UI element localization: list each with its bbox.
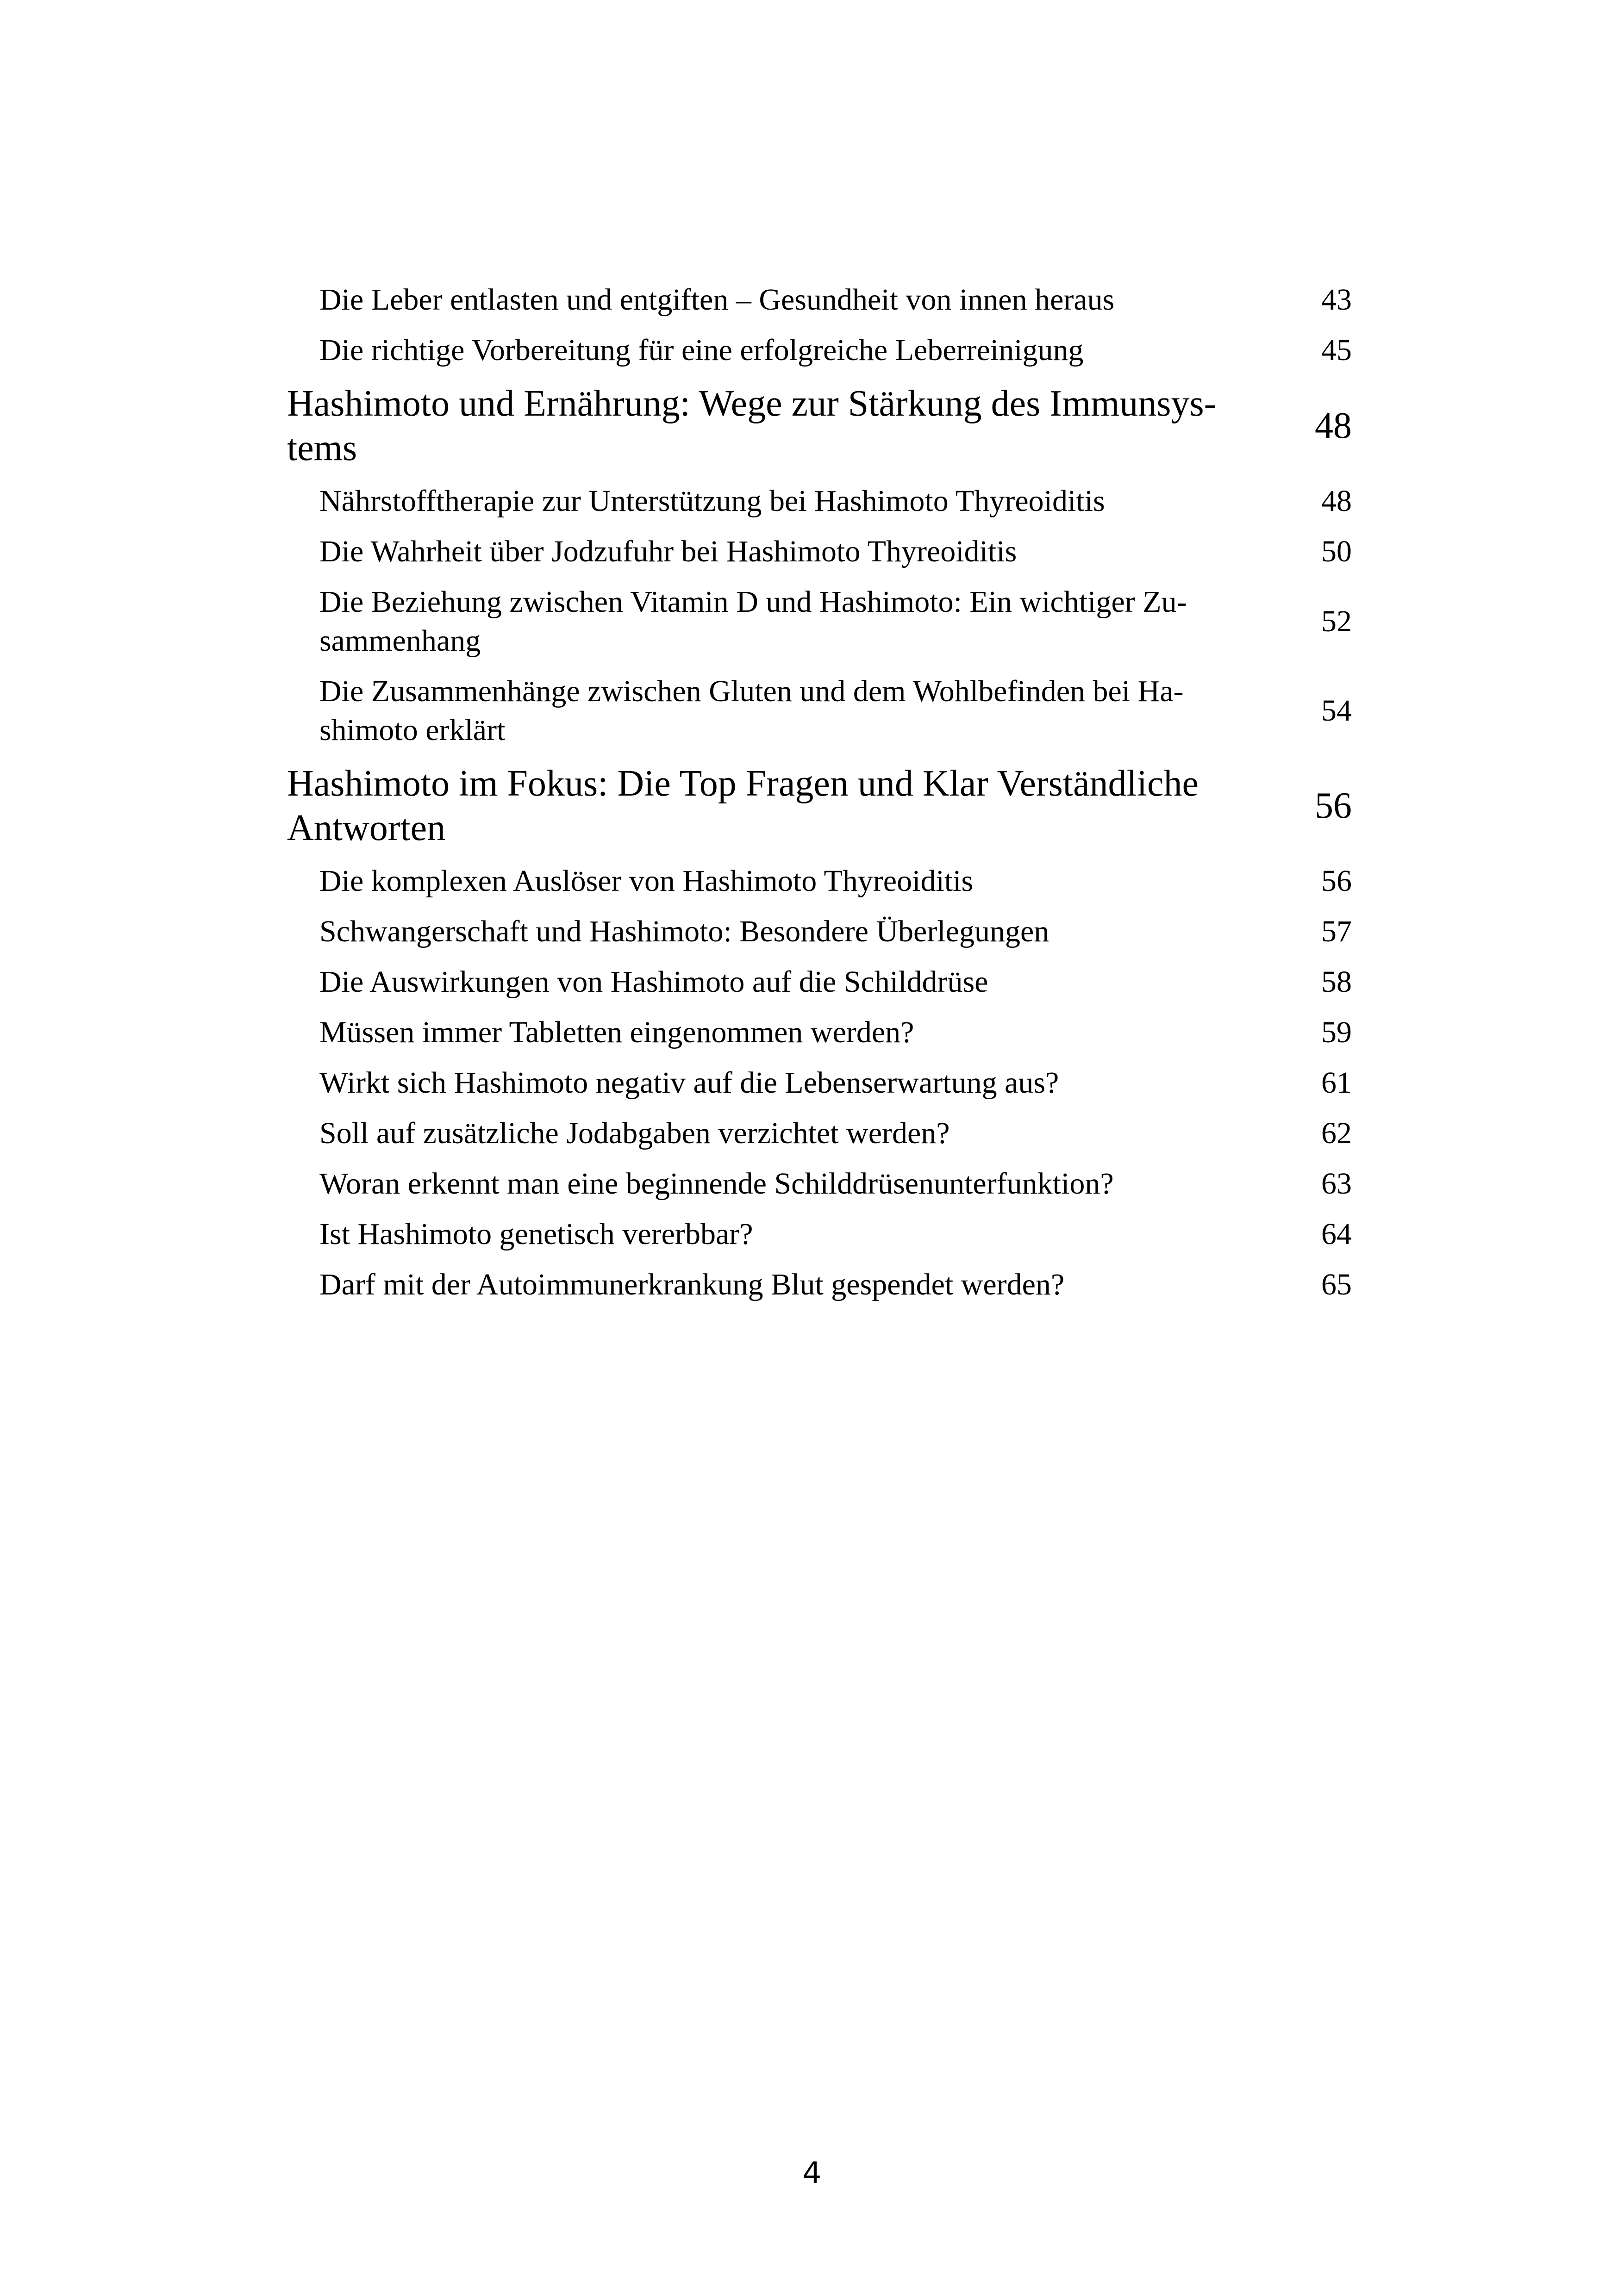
- table-of-contents: [287, 280, 1352, 1316]
- toc-entry-page: 63: [1321, 1167, 1352, 1201]
- toc-entry[interactable]: [287, 672, 1352, 750]
- toc-entry-page: 48: [1315, 405, 1352, 446]
- toc-entry[interactable]: [287, 482, 1352, 521]
- toc-entry-title: Die Auswirkungen von Hashimoto auf die Schilddrüse: [319, 965, 988, 999]
- toc-entry-title: Nährstofftherapie zur Unterstützung bei Hashimoto Thyreoiditis: [319, 484, 1105, 518]
- page-number: 4: [802, 2156, 822, 2190]
- toc-entry-page: 64: [1321, 1217, 1352, 1251]
- toc-entry-title: Die Zusammenhänge zwischen Gluten und dem Wohlbefinden bei Ha- shimoto erklärt: [319, 674, 1184, 747]
- toc-entry-page: 57: [1321, 915, 1352, 948]
- toc-entry-page: 61: [1321, 1066, 1352, 1100]
- toc-entry[interactable]: [287, 1013, 1352, 1052]
- toc-entry[interactable]: [287, 532, 1352, 571]
- toc-entry-title: Darf mit der Autoimmunerkrankung Blut gespendet werden?: [319, 1268, 1065, 1301]
- toc-entry[interactable]: [287, 1114, 1352, 1153]
- toc-entry[interactable]: [287, 862, 1352, 901]
- toc-entry-title: Die Wahrheit über Jodzufuhr bei Hashimoto Thyreoiditis: [319, 535, 1017, 568]
- toc-entry-page: 45: [1321, 333, 1352, 367]
- toc-entry[interactable]: [287, 1064, 1352, 1102]
- toc-entry[interactable]: [287, 331, 1352, 370]
- toc-entry[interactable]: [287, 963, 1352, 1002]
- toc-entry-title: Die komplexen Auslöser von Hashimoto Thyreoiditis: [319, 864, 974, 898]
- toc-entry-title: Die Leber entlasten und entgiften – Gesundheit von innen heraus: [319, 283, 1115, 317]
- toc-entry[interactable]: [287, 280, 1352, 319]
- toc-entry-page: 59: [1321, 1015, 1352, 1049]
- toc-entry-page: 43: [1321, 283, 1352, 317]
- toc-entry-title: Hashimoto im Fokus: Die Top Fragen und Klar Verständliche Antworten: [287, 763, 1199, 848]
- toc-entry-page: 65: [1321, 1268, 1352, 1301]
- toc-entry-page: 56: [1321, 864, 1352, 898]
- toc-entry-title: Ist Hashimoto genetisch vererbbar?: [319, 1217, 753, 1251]
- toc-chapter-entry[interactable]: [287, 381, 1352, 470]
- toc-entry-title: Die Beziehung zwischen Vitamin D und Hashimoto: Ein wichtiger Zu- sammenhang: [319, 585, 1187, 658]
- toc-entry[interactable]: [287, 1215, 1352, 1254]
- toc-entry-page: 62: [1321, 1116, 1352, 1150]
- toc-entry[interactable]: [287, 583, 1352, 660]
- toc-chapter-entry[interactable]: [287, 761, 1352, 850]
- toc-entry-page: 48: [1321, 484, 1352, 518]
- toc-entry-title: Woran erkennt man eine beginnende Schilddrüsenunterfunktion?: [319, 1167, 1114, 1201]
- toc-entry-page: 50: [1321, 535, 1352, 568]
- toc-entry[interactable]: [287, 1265, 1352, 1304]
- toc-entry-title: Hashimoto und Ernährung: Wege zur Stärkung des Immunsys- tems: [287, 383, 1217, 468]
- toc-entry-page: 56: [1315, 785, 1352, 826]
- toc-entry-page: 54: [1321, 694, 1352, 728]
- toc-entry[interactable]: [287, 1164, 1352, 1203]
- toc-entry-page: 52: [1321, 604, 1352, 638]
- toc-entry-title: Müssen immer Tabletten eingenommen werden?: [319, 1015, 914, 1049]
- toc-entry-title: Schwangerschaft und Hashimoto: Besondere Überlegungen: [319, 915, 1049, 948]
- toc-entry[interactable]: [287, 912, 1352, 951]
- toc-entry-title: Soll auf zusätzliche Jodabgaben verzichtet werden?: [319, 1116, 950, 1150]
- toc-entry-title: Wirkt sich Hashimoto negativ auf die Lebenserwartung aus?: [319, 1066, 1059, 1100]
- toc-entry-page: 58: [1321, 965, 1352, 999]
- toc-entry-title: Die richtige Vorbereitung für eine erfolgreiche Leberreinigung: [319, 333, 1084, 367]
